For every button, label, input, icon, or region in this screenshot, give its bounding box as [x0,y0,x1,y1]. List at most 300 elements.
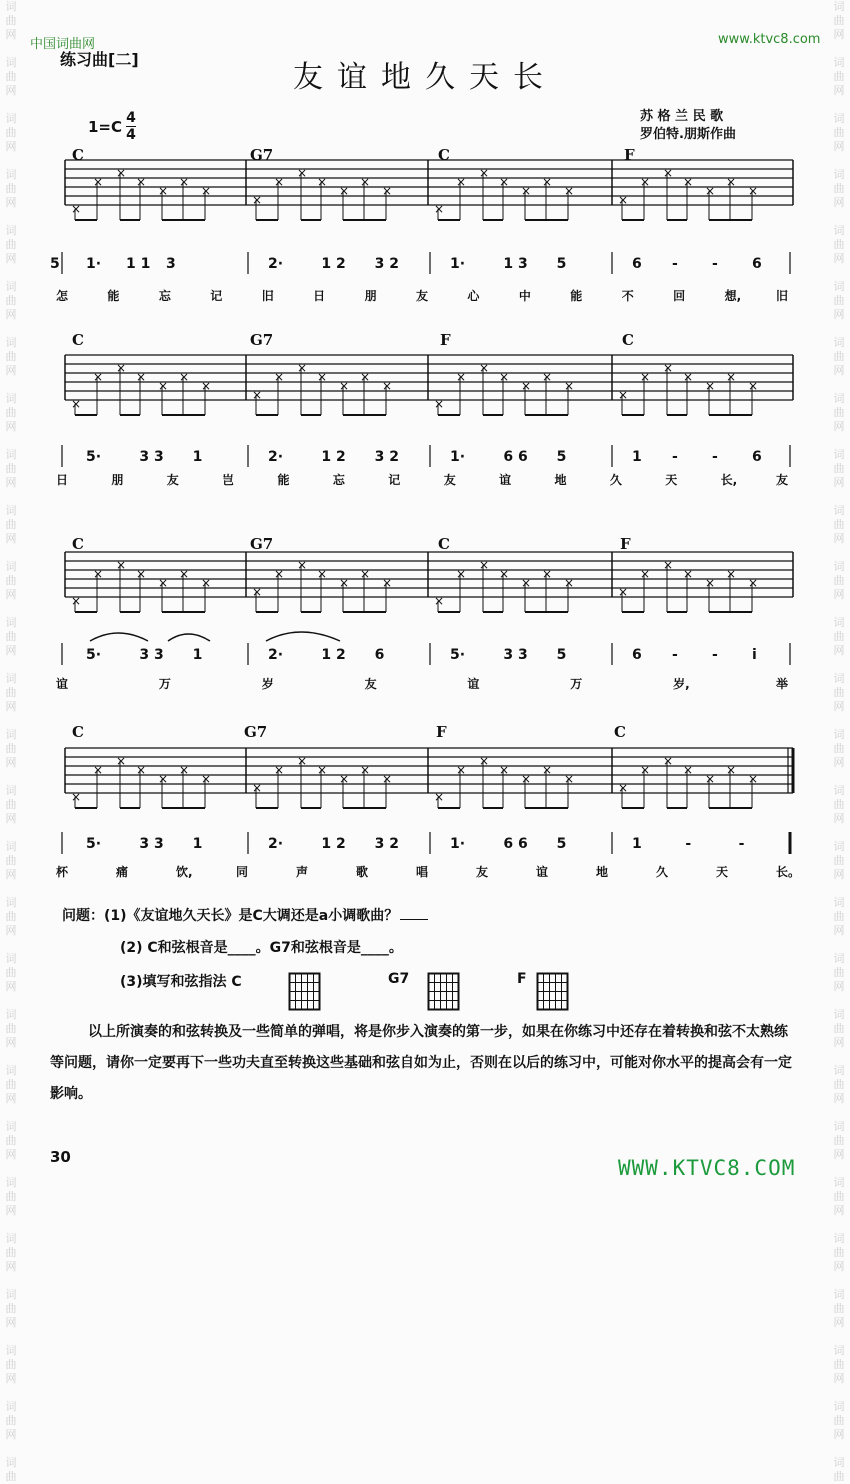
watermark-char: 网 [5,924,17,937]
lyric-char: 友 [776,473,789,487]
lyric-char: 日 [56,473,69,487]
strum-mark: × [339,576,350,590]
watermark-char: 曲 [833,798,845,811]
watermark-char: 曲 [833,1358,845,1371]
jianpu-note: 3 3 [139,836,164,852]
watermark-char: 词 [5,168,17,181]
jianpu-note: 1 3 [503,256,528,272]
jianpu-note: 6 [374,647,385,663]
jianpu-note: 1· [86,256,102,272]
lyric-char: 长, [720,473,738,487]
jianpu-note: 1 2 [321,647,346,663]
watermark-char: 网 [5,1148,17,1161]
jianpu-note: 1 [192,647,203,663]
time-bottom: 4 [126,127,136,143]
watermark-char: 词 [833,56,845,69]
strum-mark: × [116,361,127,375]
strum-mark: × [252,585,263,599]
watermark-char: 曲 [833,1414,845,1427]
chord-name: C [438,146,450,164]
jianpu-note: 2· [268,647,284,663]
watermark-char: 网 [5,700,17,713]
lyric-char: 谊 [56,677,69,691]
lyric-char: 同 [236,865,249,879]
strum-mark: × [317,175,328,189]
strum-mark: × [726,567,737,581]
strum-mark: × [564,772,575,786]
watermark-char: 曲 [833,966,845,979]
lyric-char: 友 [416,289,429,303]
watermark-char: 词 [833,1008,845,1021]
lyric-char: 想, [724,289,742,303]
strum-mark: × [297,754,308,768]
watermark-char: 词 [5,336,17,349]
watermark-char: 曲 [833,742,845,755]
strum-mark: × [339,184,350,198]
strum-mark: × [726,370,737,384]
watermark-char: 网 [5,308,17,321]
watermark-char: 网 [833,980,845,993]
watermark-char: 词 [833,616,845,629]
watermark-char: 曲 [5,238,17,251]
watermark-char: 网 [5,1428,17,1441]
strum-mark: × [360,763,371,777]
jianpu-note: - [672,449,678,465]
jianpu-note: 1 [192,836,203,852]
strum-mark: × [93,763,104,777]
strum-mark: × [521,184,532,198]
jianpu-note: - [672,647,678,663]
watermark-char: 词 [833,952,845,965]
site-url-bottom[interactable]: WWW.KTVC8.COM [618,1156,796,1180]
key-signature: 1=C [88,118,123,136]
chord-name: F [624,146,635,164]
strum-mark: × [274,567,285,581]
watermark-char: 曲 [833,1078,845,1091]
watermark-char: 词 [833,896,845,909]
watermark-char: 曲 [5,630,17,643]
watermark-char: 曲 [833,406,845,419]
watermark-char: 词 [5,616,17,629]
watermark-char: 词 [5,112,17,125]
lyric-char: 岁, [673,677,690,691]
watermark-char: 网 [5,1204,17,1217]
watermark-char: 曲 [833,1470,845,1483]
jianpu-note: 3 2 [374,256,400,272]
strum-mark: × [116,558,127,572]
watermark-char: 网 [833,84,845,97]
jianpu-note: 1 [632,836,642,852]
jianpu-note: 5 [556,256,567,272]
lyric-char: 记 [210,289,223,303]
strum-mark: × [434,594,445,608]
lyric-char: 朋 [364,289,377,303]
watermark-char: 词 [833,1064,845,1077]
chord-name: C [438,535,450,553]
strum-mark: × [360,567,371,581]
strum-mark: × [499,567,510,581]
jianpu-note: 6 [752,449,762,465]
strum-mark: × [93,567,104,581]
strum-mark: × [252,781,263,795]
question-1-text: 问题：(1)《友谊地久天长》是C大调还是a小调歌曲？ [62,908,399,924]
watermark-char: 网 [833,644,845,657]
strum-mark: × [297,361,308,375]
section-heading: 练习曲[二] [60,50,139,69]
watermark-char: 曲 [5,518,17,531]
watermark-char: 网 [5,196,17,209]
strum-mark: × [542,370,553,384]
watermark-char: 曲 [5,1302,17,1315]
watermark-char: 词 [5,1344,17,1357]
song-title: 友谊地久天长 [293,60,557,95]
jianpu-note: 5 [50,256,60,272]
jianpu-note: 6 6 [503,449,528,465]
watermark-char: 词 [5,840,17,853]
watermark-char: 网 [833,28,845,41]
strum-mark: × [179,370,190,384]
strum-mark: × [158,576,169,590]
lyric-char: 地 [596,865,609,879]
watermark-char: 词 [5,392,17,405]
strum-mark: × [479,558,490,572]
watermark-char: 曲 [833,1302,845,1315]
watermark-char: 曲 [5,1190,17,1203]
watermark-char: 词 [833,1288,845,1301]
strum-mark: × [663,361,674,375]
watermark-char: 网 [5,1372,17,1385]
watermark-char: 曲 [833,854,845,867]
jianpu-note: 6 [632,647,642,663]
chord-diagram-f[interactable] [536,972,572,1012]
lyric-char: 歌 [356,865,369,879]
lyric-char: 饮, [176,865,193,879]
strum-mark: × [116,754,127,768]
strum-mark: × [434,790,445,804]
watermark-char: 曲 [833,126,845,139]
instruction-paragraph: 以上所演奏的和弦转换及一些简单的弹唱，将是你步入演奏的第一步，如果在你练习中还存在着转换和弦不太熟练等问题，请你一定要再下一些功夫直至转换这些基础和弦自如为止，否则在以后的练习中，可能对你水平的提高会有一定影响。 [50,1024,792,1102]
watermark-char: 曲 [833,294,845,307]
strum-mark: × [640,567,651,581]
watermark-char: 网 [5,84,17,97]
strum-mark: × [479,754,490,768]
watermark-char: 曲 [833,238,845,251]
watermark-char: 网 [5,420,17,433]
watermark-char: 曲 [5,1134,17,1147]
strum-mark: × [542,175,553,189]
watermark-char: 曲 [5,182,17,195]
watermark-char: 曲 [5,966,17,979]
watermark-char: 曲 [5,1022,17,1035]
lyric-char: 旧 [261,289,274,303]
chord-diagram-c[interactable] [288,972,324,1012]
watermark-char: 曲 [5,294,17,307]
strum-mark: × [179,175,190,189]
watermark-char: 曲 [5,14,17,27]
watermark-char: 网 [833,812,845,825]
lyric-char: 杯 [56,865,69,879]
chord-diagram-g7[interactable] [427,972,463,1012]
watermark-char: 网 [833,1372,845,1385]
watermark-char: 词 [833,840,845,853]
lyric-char: 久 [656,865,669,879]
lyric-char: 举 [776,677,789,691]
strum-mark: × [564,379,575,393]
site-url-top-right[interactable]: www.ktvc8.com [718,32,821,47]
lyric-char: 万 [570,677,583,691]
chord-name: C [72,723,84,741]
watermark-char: 词 [833,112,845,125]
jianpu-note: 5· [450,647,466,663]
strum-mark: × [542,567,553,581]
chord-name: C [622,331,634,349]
chord-name: C [614,723,626,741]
strum-mark: × [297,166,308,180]
credit-composer: 罗伯特.朋斯作曲 [640,127,736,142]
strum-mark: × [252,388,263,402]
watermark-char: 网 [833,1260,845,1273]
strum-mark: × [274,370,285,384]
strum-mark: × [382,184,393,198]
watermark-char: 曲 [833,686,845,699]
watermark-char: 网 [833,476,845,489]
strum-mark: × [71,397,82,411]
chord-name: F [436,723,447,741]
watermark-char: 词 [833,392,845,405]
lyric-char: 能 [570,289,583,303]
watermark-char: 曲 [5,1358,17,1371]
watermark-char: 网 [833,1092,845,1105]
watermark-char: 网 [5,644,17,657]
jianpu-note: 2· [268,256,284,272]
watermark-char: 词 [833,448,845,461]
lyric-char: 友 [166,473,179,487]
watermark-char: 曲 [5,1414,17,1427]
tie-arc [266,632,340,641]
watermark-char: 词 [833,1232,845,1245]
lyric-char: 谊 [499,473,512,487]
watermark-char: 曲 [5,350,17,363]
chord-name: G7 [244,723,268,741]
question-1 [62,905,428,925]
watermark-char: 词 [5,1288,17,1301]
watermark-char: 曲 [833,350,845,363]
watermark-char: 曲 [5,126,17,139]
question-3 [120,971,242,991]
watermark-char: 网 [833,364,845,377]
watermark-char: 词 [5,224,17,237]
watermark-char: 网 [5,812,17,825]
strum-mark: × [705,379,716,393]
strum-mark: × [456,763,467,777]
strum-mark: × [71,202,82,216]
tie-arc [90,633,148,641]
strum-mark: × [521,576,532,590]
strum-mark: × [360,370,371,384]
watermark-char: 网 [5,252,17,265]
jianpu-note: 1· [450,836,466,852]
chord-name: F [620,535,631,553]
lyric-char: 友 [476,865,489,879]
strum-mark: × [456,567,467,581]
strum-mark: × [640,763,651,777]
watermark-char: 词 [5,728,17,741]
strum-mark: × [683,763,694,777]
watermark-char: 词 [5,672,17,685]
jianpu-note: 3 3 [503,647,528,663]
watermark-char: 曲 [5,742,17,755]
jianpu-note: 1· [450,449,466,465]
jianpu-note: 5 [556,836,567,852]
strum-mark: × [179,567,190,581]
strum-mark: × [618,781,629,795]
jianpu-note: 6 6 [503,836,528,852]
watermark-char: 曲 [833,14,845,27]
watermark-char: 曲 [833,630,845,643]
strum-mark: × [726,763,737,777]
watermark-char: 曲 [833,70,845,83]
strum-mark: × [663,754,674,768]
strum-mark: × [274,175,285,189]
watermark-char: 网 [833,196,845,209]
page-number: 30 [50,1148,71,1166]
watermark-char: 曲 [833,910,845,923]
question-3-text: (3)填写和弦指法 C [120,974,242,990]
watermark-char: 词 [5,896,17,909]
strum-mark: × [618,388,629,402]
strum-mark: × [382,772,393,786]
watermark-char: 曲 [833,462,845,475]
chord-name: G7 [250,535,274,553]
watermark-char: 词 [833,504,845,517]
strum-mark: × [136,175,147,189]
strum-mark: × [201,184,212,198]
watermark-char: 网 [833,1036,845,1049]
jianpu-note: 3 2 [374,449,400,465]
lyric-char: 唱 [416,865,429,879]
watermark-char: 网 [5,980,17,993]
jianpu-note: 2· [268,836,284,852]
watermark-char: 曲 [5,798,17,811]
watermark-char: 曲 [833,1022,845,1035]
jianpu-note: - [738,836,745,852]
watermark-char: 词 [833,1120,845,1133]
watermark-char: 曲 [5,70,17,83]
strum-mark: × [663,166,674,180]
strum-mark: × [748,184,759,198]
strum-mark: × [499,763,510,777]
lyric-char: 旧 [776,289,789,303]
watermark-char: 网 [5,868,17,881]
watermark-char: 网 [5,1036,17,1049]
credit-origin: 苏 格 兰 民 歌 [640,109,724,124]
watermark-char: 网 [5,476,17,489]
strum-mark: × [158,772,169,786]
strum-mark: × [663,558,674,572]
jianpu-note: 1 2 [321,836,346,852]
watermark-char: 曲 [5,1470,17,1483]
watermark-char: 词 [833,224,845,237]
lyric-char: 日 [313,289,326,303]
jianpu-note: 5 [556,647,567,663]
watermark-char: 网 [833,924,845,937]
site-logo-top-left[interactable]: 中国词曲网 [30,37,96,52]
strum-mark: × [456,370,467,384]
watermark-char: 网 [833,1316,845,1329]
lyric-char: 万 [158,677,171,691]
watermark-char: 词 [5,1400,17,1413]
chord-name: C [72,535,84,553]
strum-mark: × [542,763,553,777]
strum-mark: × [360,175,371,189]
strum-mark: × [201,379,212,393]
jianpu-note: 3 2 [374,836,400,852]
lyric-char: 忘 [332,473,345,487]
strum-mark: × [479,166,490,180]
strum-mark: × [274,763,285,777]
strum-mark: × [618,585,629,599]
watermark-char: 网 [833,1428,845,1441]
watermark-char: 词 [5,560,17,573]
strum-mark: × [564,576,575,590]
watermark-char: 网 [5,532,17,545]
lyric-char: 久 [609,473,622,487]
strum-mark: × [297,558,308,572]
watermark-char: 网 [5,588,17,601]
watermark-char: 网 [833,252,845,265]
watermark-char: 词 [5,1232,17,1245]
strum-mark: × [382,576,393,590]
question-2: (2) C和弦根音是____。G7和弦根音是____。 [120,940,403,956]
watermark-char: 曲 [833,1246,845,1259]
lyric-char: 谊 [467,677,480,691]
jianpu-note: 1 1 [126,256,151,272]
jianpu-note: 5· [86,449,102,465]
watermark-char: 曲 [5,686,17,699]
lyric-char: 谊 [536,865,549,879]
watermark-char: 网 [833,308,845,321]
lyric-char: 不 [621,289,634,303]
strum-mark: × [434,202,445,216]
watermark-char: 词 [5,952,17,965]
jianpu-note: - [712,647,718,663]
watermark-char: 词 [5,1064,17,1077]
watermark-char: 词 [5,280,17,293]
watermark-char: 词 [5,784,17,797]
watermark-char: 词 [5,504,17,517]
strum-mark: × [179,763,190,777]
watermark-char: 网 [5,140,17,153]
jianpu-note: 1· [450,256,466,272]
watermark-char: 网 [5,28,17,41]
watermark-char: 网 [833,140,845,153]
strum-mark: × [317,763,328,777]
lyric-char: 回 [673,289,686,303]
strum-mark: × [705,576,716,590]
lyric-char: 忘 [158,289,171,303]
jianpu-note: 5 [556,449,567,465]
strum-mark: × [201,772,212,786]
watermark-char: 曲 [833,182,845,195]
strum-mark: × [705,772,716,786]
watermark-char: 词 [5,448,17,461]
jianpu-note: - [672,256,678,272]
chord-name: G7 [250,146,274,164]
lyric-char: 长。 [776,865,801,879]
tie-arc [168,634,210,641]
time-top: 4 [126,110,136,126]
strum-mark: × [136,370,147,384]
